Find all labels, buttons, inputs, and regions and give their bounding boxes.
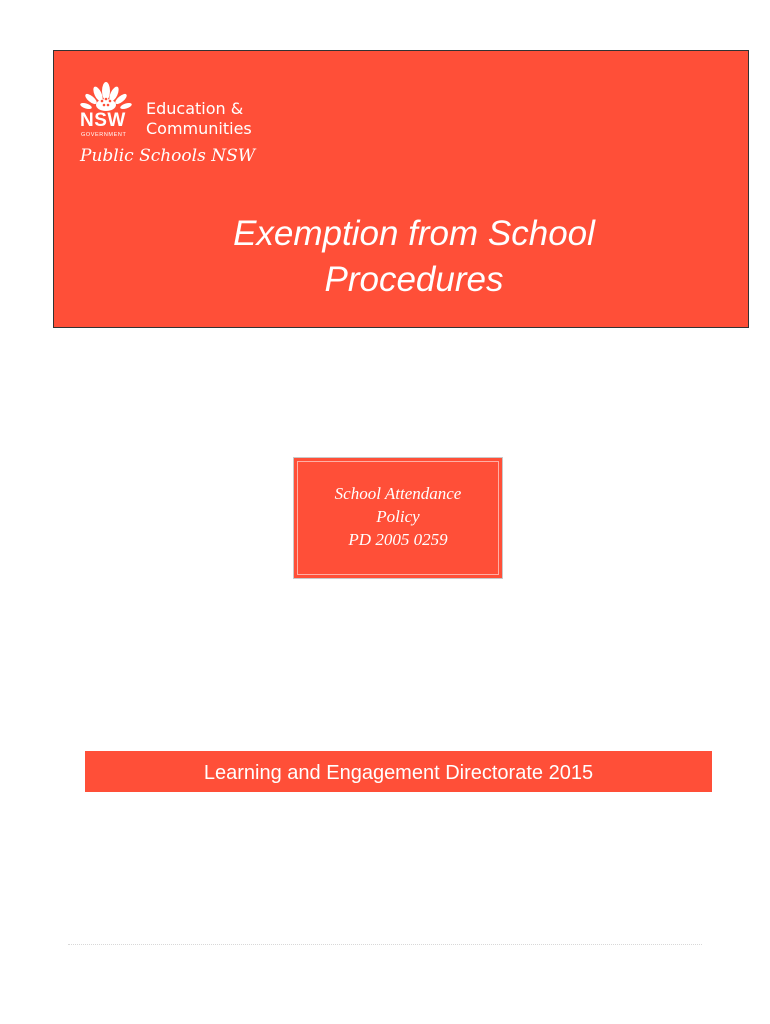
department-line-1: Education & (146, 99, 244, 118)
nsw-wordmark: NSW (80, 110, 126, 131)
page-divider (68, 944, 702, 945)
tagline: Public Schools NSW (80, 146, 256, 166)
policy-reference-text (294, 482, 502, 551)
directorate-banner (85, 751, 712, 792)
department-name (146, 99, 252, 139)
document-title (54, 211, 770, 303)
policy-line-3: PD 2005 0259 (348, 530, 448, 549)
title-line-2: Procedures (324, 260, 504, 299)
government-label: GOVERNMENT (81, 132, 127, 138)
policy-line-1: School Attendance (334, 484, 462, 503)
policy-line-2: Policy (376, 507, 420, 526)
title-line-1: Exemption from School (233, 214, 595, 253)
policy-reference-box (293, 457, 503, 579)
department-line-2: Communities (146, 119, 252, 138)
directorate-text: Learning and Engagement Directorate 2015 (203, 762, 594, 784)
cover-banner (53, 50, 749, 328)
nsw-education-logo (80, 81, 340, 181)
